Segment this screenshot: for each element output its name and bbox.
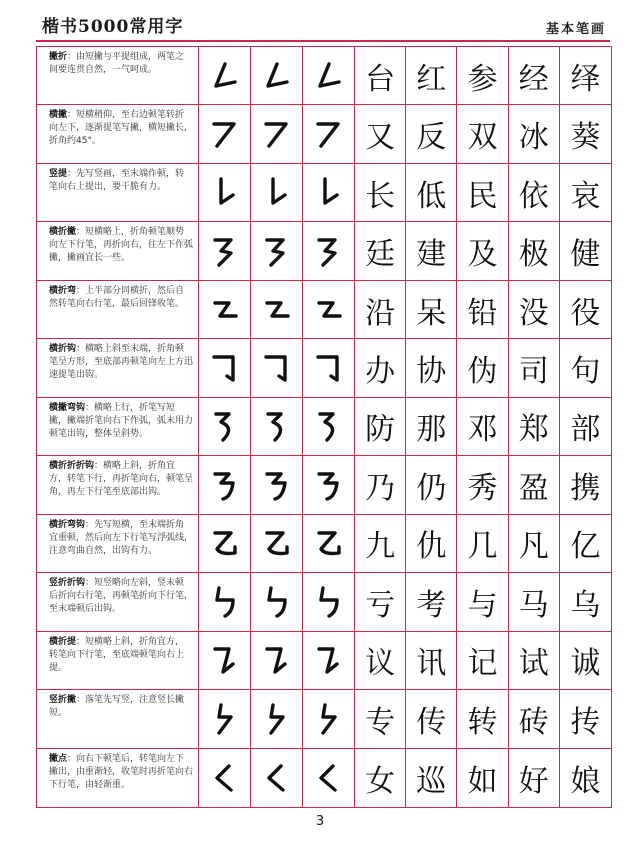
stroke-example-cell: [199, 105, 251, 162]
page-number: 3: [315, 814, 325, 829]
stroke-description: [37, 47, 199, 104]
heng-zhe-pie-stroke-icon: [263, 235, 291, 267]
stroke-name: 竖折折钩: [49, 578, 86, 589]
shu-zhe-pie-stroke-icon: [315, 703, 343, 735]
stroke-description: [37, 398, 199, 455]
stroke-example-cell: [303, 164, 355, 221]
example-character: 与: [457, 573, 508, 630]
example-character: 民: [457, 164, 508, 221]
heng-pie-stroke-icon: [211, 118, 239, 150]
stroke-example-cell: [303, 222, 355, 279]
stroke-example-cell: [199, 632, 251, 689]
stroke-instructions: ：短竖略向左斜，竖末顿后折向右行笔，再顿笔折向下行笔，至末端顿后出钩。: [49, 578, 194, 615]
example-character: 部: [570, 412, 601, 448]
stroke-name: 横撇弯钩: [49, 402, 86, 413]
stroke-example-cell: [251, 690, 303, 747]
stroke-instructions: ：先写竖画，至末端作顿，转笔向右上提出，要干脆有力。: [49, 168, 185, 192]
stroke-example-cell: [199, 690, 251, 747]
heng-zhe-wan-gou-stroke-icon: [211, 527, 239, 559]
example-character: 双: [457, 105, 508, 162]
heng-zhe-ti-stroke-icon: [263, 644, 291, 676]
heng-zhe-ti-stroke-icon: [211, 644, 239, 676]
example-character: 女: [355, 749, 406, 807]
example-character: 办: [355, 339, 406, 396]
stroke-description: [37, 105, 199, 162]
heng-zhe-gou-stroke-icon: [315, 352, 343, 384]
example-character: 马: [509, 573, 560, 630]
stroke-row: [37, 281, 611, 339]
example-character: 经: [509, 47, 560, 104]
shu-ti-stroke-icon: [211, 177, 239, 209]
example-character: 娘: [570, 763, 601, 799]
example-character: 试: [509, 632, 560, 689]
example-character: 长: [355, 164, 406, 221]
shu-ti-stroke-icon: [263, 177, 291, 209]
stroke-instructions: ：上半部分同横折，然后自然转笔向右行笔，最后回锋收笔。: [49, 285, 185, 309]
stroke-example-cell: [251, 456, 303, 513]
example-character: 讯: [406, 632, 457, 689]
stroke-description: [37, 690, 199, 747]
example-character: 传: [406, 690, 457, 747]
stroke-row: [37, 515, 611, 573]
example-character: 秀: [457, 456, 508, 513]
stroke-example-cell: [251, 573, 303, 630]
stroke-example-cell: [199, 164, 251, 221]
heng-pie-stroke-icon: [263, 118, 291, 150]
stroke-name: 横折提: [49, 636, 77, 647]
stroke-example-cell: [251, 398, 303, 455]
stroke-example-cell: [303, 456, 355, 513]
stroke-row: [37, 573, 611, 631]
stroke-description: [37, 573, 199, 630]
stroke-description: [37, 749, 199, 807]
stroke-example-cell: [199, 456, 251, 513]
stroke-instructions: ：横略上行，折笔写短撇，撇端折笔向右下作弧，弧末用力顿笔出钩，整体呈斜势。: [49, 402, 194, 439]
stroke-example-cell: [251, 47, 303, 104]
stroke-example-cell: [199, 339, 251, 396]
stroke-instructions: ：短横略上斜，折角宜方，转笔向下行笔，至底端顿笔向右上提。: [49, 636, 185, 673]
stroke-example-cell: [199, 398, 251, 455]
stroke-example-cell: [199, 573, 251, 630]
shu-zhe-zhe-gou-stroke-icon: [315, 586, 343, 618]
example-character: 廷: [355, 222, 406, 279]
pie-zhe-stroke-icon: [315, 60, 343, 92]
example-character: 几: [457, 515, 508, 572]
pie-dian-stroke-icon: [211, 762, 239, 794]
stroke-example-cell: [303, 47, 355, 104]
stroke-row: [37, 105, 611, 163]
page-header: [36, 10, 610, 42]
stroke-instructions: ：横略上斜，折角宜方，转笔下行，再折笔向右，顿笔呈角，再左下行笔至底部出钩。: [49, 461, 194, 498]
stroke-name: 横折钩: [49, 344, 77, 355]
example-character: 转: [457, 690, 508, 747]
heng-pie-wan-gou-stroke-icon: [211, 410, 239, 442]
example-character: 盈: [509, 456, 560, 513]
stroke-example-cell: [251, 339, 303, 396]
example-character: 记: [457, 632, 508, 689]
stroke-example-cell: [303, 398, 355, 455]
heng-zhe-wan-gou-stroke-icon: [315, 527, 343, 559]
example-character: 又: [355, 105, 406, 162]
example-character: 凡: [509, 515, 560, 572]
example-character: 亿: [570, 529, 601, 565]
stroke-example-cell: [303, 515, 355, 572]
heng-zhe-ti-stroke-icon: [315, 644, 343, 676]
heng-zhe-wan-stroke-icon: [315, 294, 343, 326]
example-character: 防: [355, 398, 406, 455]
example-character: 九: [355, 515, 406, 572]
example-character: 健: [570, 237, 601, 273]
example-character: 亏: [355, 573, 406, 630]
stroke-row: [37, 47, 611, 105]
stroke-example-cell: [251, 515, 303, 572]
stroke-description: [37, 456, 199, 513]
heng-pie-stroke-icon: [315, 118, 343, 150]
stroke-instructions: ：向右下顿笔后，转笔向左下撇出，由重渐轻，收笔时再折笔向右下行笔，由轻渐重。: [49, 753, 194, 790]
stroke-name: 竖提: [49, 168, 68, 179]
stroke-example-cell: [251, 222, 303, 279]
example-character: 郑: [509, 398, 560, 455]
example-character: 哀: [570, 178, 601, 214]
stroke-example-cell: [251, 164, 303, 221]
example-character: 如: [457, 749, 508, 807]
example-character: 反: [406, 105, 457, 162]
example-character: 句: [570, 354, 601, 390]
stroke-name: 撇点: [49, 753, 68, 764]
stroke-name: 横折折折钩: [49, 461, 95, 472]
shu-zhe-zhe-gou-stroke-icon: [263, 586, 291, 618]
stroke-instructions: ：由短撇与平提组成，两笔之间要连贯自然，一气呵成。: [49, 52, 185, 75]
example-character: 伪: [457, 339, 508, 396]
stroke-table: [36, 46, 612, 808]
example-character: 冰: [509, 105, 560, 162]
stroke-row: [37, 164, 611, 222]
example-character: 役: [570, 295, 601, 331]
book-title: 楷书5000常用字: [42, 17, 184, 37]
stroke-instructions: ：短横略上，折角顿笔顺势向左下行笔，再折向右，往左下作弧撇，撇画宜长一些。: [49, 227, 194, 264]
example-character: 乌: [570, 587, 601, 623]
heng-zhe-gou-stroke-icon: [211, 352, 239, 384]
stroke-row: [37, 222, 611, 280]
example-character: 那: [406, 398, 457, 455]
stroke-example-cell: [303, 339, 355, 396]
stroke-example-cell: [303, 690, 355, 747]
stroke-name: 横撇: [49, 110, 68, 121]
example-character: 葵: [570, 120, 601, 156]
stroke-example-cell: [303, 281, 355, 338]
example-character: 专: [355, 690, 406, 747]
stroke-example-cell: [199, 515, 251, 572]
example-character: 依: [509, 164, 560, 221]
stroke-description: [37, 281, 199, 338]
example-character: 诚: [570, 646, 601, 682]
stroke-instructions: ：横略上斜至末端，折角顿笔呈方形，至底部再顿笔向左上方迅速提笔出钩。: [49, 344, 194, 381]
example-character: 议: [355, 632, 406, 689]
stroke-example-cell: [251, 632, 303, 689]
stroke-example-cell: [251, 749, 303, 807]
stroke-example-cell: [303, 632, 355, 689]
example-character: 抟: [570, 704, 601, 740]
pie-zhe-stroke-icon: [263, 60, 291, 92]
stroke-description: [37, 164, 199, 221]
stroke-example-cell: [303, 749, 355, 807]
stroke-name: 横折撇: [49, 227, 77, 238]
example-character: 建: [406, 222, 457, 279]
stroke-example-cell: [251, 281, 303, 338]
example-character: 参: [457, 47, 508, 104]
heng-zhe-wan-stroke-icon: [211, 294, 239, 326]
example-character: 绎: [570, 61, 601, 97]
example-character: 邓: [457, 398, 508, 455]
example-character: 红: [406, 47, 457, 104]
heng-pie-wan-gou-stroke-icon: [263, 410, 291, 442]
stroke-example-cell: [303, 105, 355, 162]
example-character: 好: [509, 749, 560, 807]
example-character: 司: [509, 339, 560, 396]
heng-zhe-pie-stroke-icon: [315, 235, 343, 267]
example-character: 及: [457, 222, 508, 279]
stroke-name: 横折弯: [49, 285, 77, 296]
pie-dian-stroke-icon: [263, 762, 291, 794]
stroke-example-cell: [199, 47, 251, 104]
heng-zhe-zhe-zhe-gou-stroke-icon: [315, 469, 343, 501]
pie-dian-stroke-icon: [315, 762, 343, 794]
heng-zhe-zhe-zhe-gou-stroke-icon: [211, 469, 239, 501]
stroke-instructions: ：落笔先写竖，注意竖长撇短。: [49, 695, 185, 719]
stroke-example-cell: [303, 573, 355, 630]
stroke-example-cell: [199, 281, 251, 338]
stroke-row: [37, 339, 611, 397]
example-character: 砖: [509, 690, 560, 747]
example-character: 极: [509, 222, 560, 279]
shu-zhe-pie-stroke-icon: [211, 703, 239, 735]
example-character: 携: [570, 470, 601, 506]
stroke-description: [37, 515, 199, 572]
shu-zhe-pie-stroke-icon: [263, 703, 291, 735]
heng-zhe-wan-stroke-icon: [263, 294, 291, 326]
example-character: 铅: [457, 281, 508, 338]
shu-zhe-zhe-gou-stroke-icon: [211, 586, 239, 618]
heng-zhe-wan-gou-stroke-icon: [263, 527, 291, 559]
example-character: 台: [355, 47, 406, 104]
stroke-row: [37, 690, 611, 748]
pie-zhe-stroke-icon: [211, 60, 239, 92]
heng-zhe-zhe-zhe-gou-stroke-icon: [263, 469, 291, 501]
heng-pie-wan-gou-stroke-icon: [315, 410, 343, 442]
stroke-instructions: ：先写短横，至末端折角宜重顿，然后向左下行笔写浮弧线，注意弯曲自然，出钩有力。: [49, 519, 194, 556]
stroke-name: 竖折撇: [49, 695, 77, 706]
stroke-example-cell: [251, 105, 303, 162]
heng-zhe-gou-stroke-icon: [263, 352, 291, 384]
stroke-example-cell: [199, 749, 251, 807]
stroke-description: [37, 222, 199, 279]
example-character: 仇: [406, 515, 457, 572]
shu-ti-stroke-icon: [315, 177, 343, 209]
stroke-row: [37, 749, 611, 807]
stroke-description: [37, 632, 199, 689]
stroke-description: [37, 339, 199, 396]
example-character: 没: [509, 281, 560, 338]
stroke-name: 撇折: [49, 52, 68, 62]
stroke-row: [37, 398, 611, 456]
example-character: 沿: [355, 281, 406, 338]
stroke-row: [37, 456, 611, 514]
section-title: 基本笔画: [545, 22, 606, 37]
example-character: 仍: [406, 456, 457, 513]
heng-zhe-pie-stroke-icon: [211, 235, 239, 267]
stroke-instructions: ：短横稍仰，至右边顿笔转折向左下，逐渐提笔写撇，横短撇长，折角约45°。: [49, 110, 194, 147]
stroke-row: [37, 632, 611, 690]
example-character: 乃: [355, 456, 406, 513]
example-character: 考: [406, 573, 457, 630]
stroke-example-cell: [199, 222, 251, 279]
example-character: 呆: [406, 281, 457, 338]
example-character: 巡: [406, 749, 457, 807]
stroke-name: 横折弯钩: [49, 519, 86, 530]
example-character: 低: [406, 164, 457, 221]
example-character: 协: [406, 339, 457, 396]
